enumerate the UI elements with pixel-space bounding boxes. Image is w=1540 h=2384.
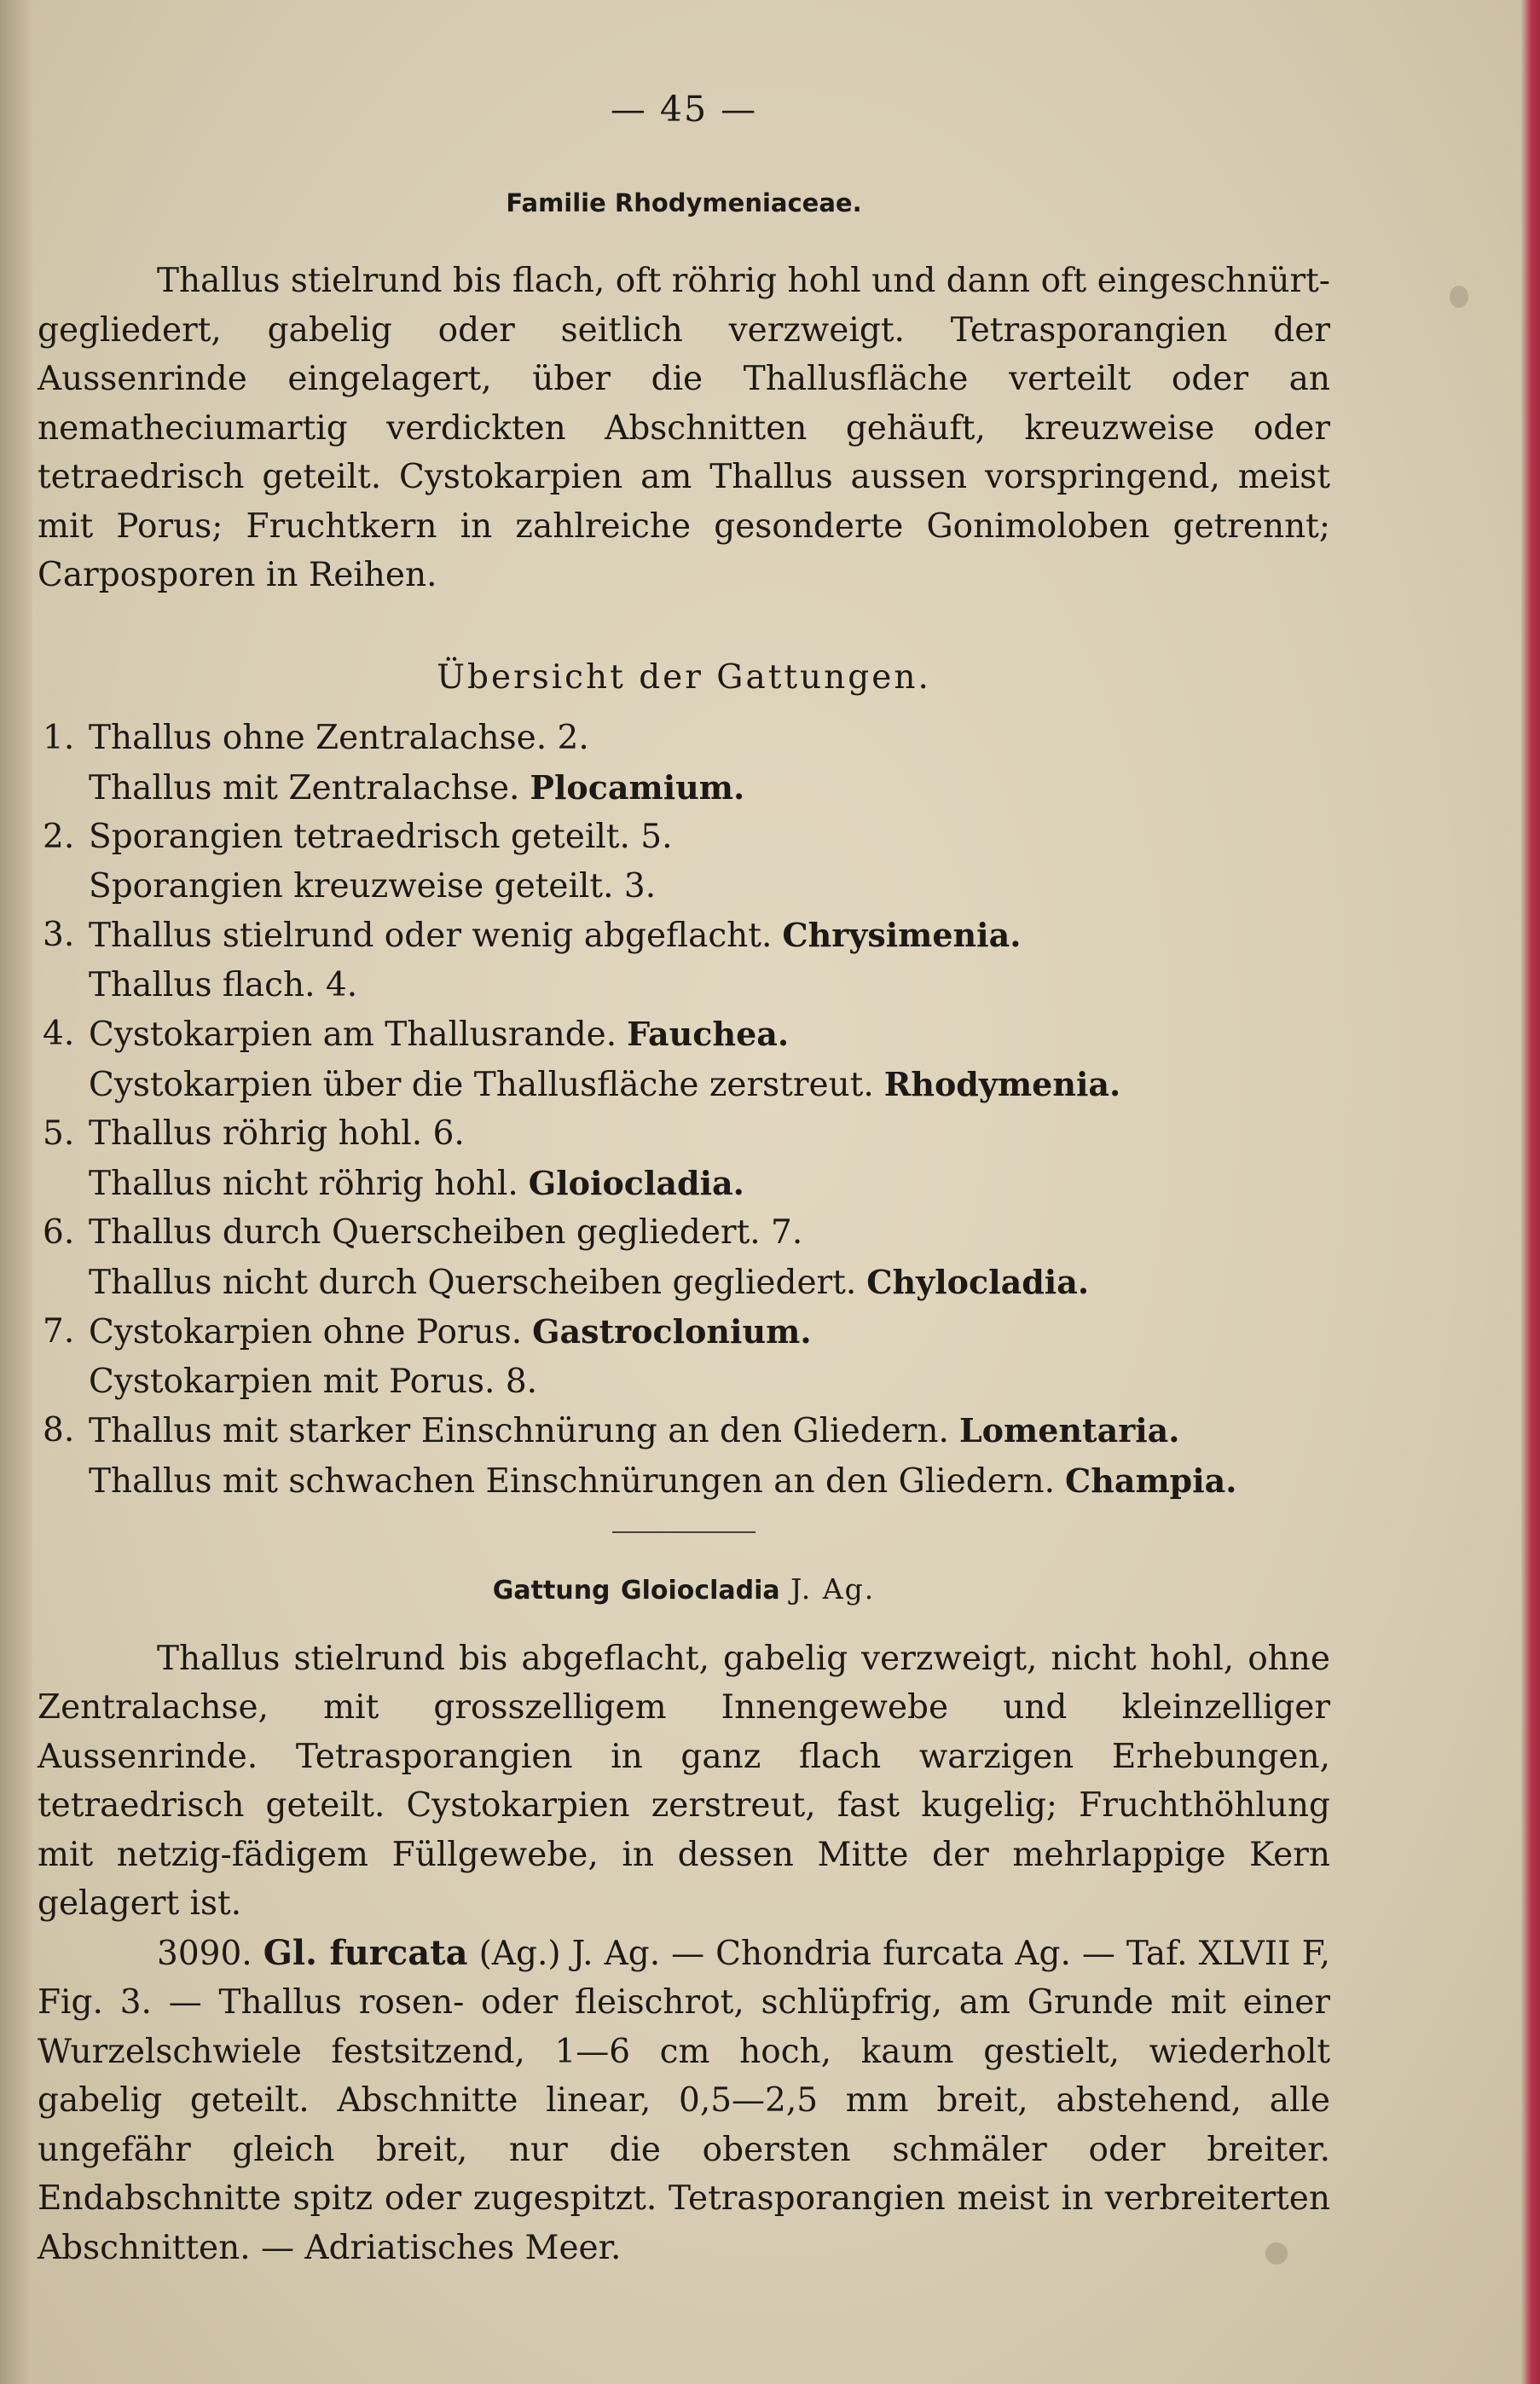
key-text: Thallus mit starker Einschnürung an den Gliedern.	[89, 1412, 949, 1450]
key-row	[38, 911, 1330, 961]
key-genus: Chylocladia.	[866, 1262, 1090, 1301]
key-row	[38, 1159, 1330, 1209]
genus-title-prefix: Gattung	[492, 1576, 611, 1606]
key-text: Thallus ohne Zentralachse.	[89, 719, 547, 757]
key-text: Thallus nicht röhrig hohl.	[89, 1164, 518, 1203]
key-number: 5.	[43, 1114, 75, 1153]
key-text: Thallus röhrig hohl.	[89, 1114, 423, 1153]
genus-section-title	[38, 1564, 1330, 1616]
key-row	[38, 862, 1330, 911]
key-text: Cystokarpien am Thallusrande.	[89, 1016, 617, 1054]
key-text: Sporangien kreuzweise geteilt.	[89, 866, 614, 906]
key-row	[38, 1456, 1330, 1507]
key-row	[38, 1060, 1330, 1110]
key-result: 3.	[623, 866, 657, 906]
key-number: 2.	[43, 818, 75, 856]
key-genus: Rhodymenia.	[883, 1064, 1121, 1103]
key-row	[38, 813, 1330, 862]
key-text: Thallus durch Querscheiben gegliedert.	[89, 1213, 761, 1252]
section-divider	[612, 1531, 756, 1533]
key-text: Cystokarpien ohne Porus.	[89, 1313, 523, 1351]
key-row	[38, 763, 1330, 813]
key-row	[38, 714, 1330, 763]
key-row	[38, 1357, 1330, 1407]
genus-key	[38, 714, 1330, 1506]
key-genus: Gastroclonium.	[532, 1312, 812, 1351]
key-genus: Gloiocladia.	[528, 1163, 744, 1202]
key-text: Thallus stielrund oder wenig abgeflacht.	[89, 917, 773, 955]
key-text: Thallus flach.	[89, 965, 316, 1004]
genus-title-author: J. Ag.	[790, 1572, 876, 1606]
key-number: 8.	[43, 1411, 75, 1449]
key-text: Thallus nicht durch Querscheiben gegliedert.	[89, 1263, 857, 1302]
key-number: 3.	[43, 916, 75, 954]
key-genus: Fauchea.	[627, 1015, 790, 1053]
key-result: 6.	[432, 1114, 465, 1153]
key-genus: Champia.	[1064, 1461, 1237, 1500]
genus-description: Thallus stielrund bis abgeflacht, gabelig verzweigt, nicht hohl, ohne Zentralachse, mit grosszelligem Innengewebe und kleinzelliger Aussenrinde. Tetrasporangien in ganz flach warzigen Erhebungen, tetraedrisch geteilt. Cystokarpien zerstreut, fast kugelig; Fruchthöhlung mit netzig-fädigem Füllgewebe, in dessen Mitte der mehrlappige Kern gelagert ist.	[38, 1639, 1330, 1923]
book-spine-shadow	[0, 0, 32, 2384]
key-text: Sporangien tetraedrisch geteilt.	[89, 818, 630, 856]
red-page-edge	[1521, 0, 1540, 2384]
species-number: 3090.	[157, 1934, 252, 1973]
key-genus: Lomentaria.	[958, 1411, 1180, 1449]
key-result: 8.	[505, 1362, 538, 1401]
key-text: Cystokarpien über die Thallusfläche zerstreut.	[89, 1065, 874, 1104]
family-description: Thallus stielrund bis flach, oft röhrig hohl und dann oft eingeschnürt-gegliedert, gabelig oder seitlich verzweigt. Tetrasporangien der Aussenrinde eingelagert, über die Thallusfläche verteilt oder an nematheciumartig verdickten Abschnitten gehäuft, kreuzweise oder tetraedrisch geteilt. Cystokarpien am Thallus aussen vorspringend, meist mit Porus; Fruchtkern in zahlreiche gesonderte Gonimoloben getrennt; Carposporen in Reihen.	[38, 262, 1330, 594]
page-content	[38, 85, 1330, 2272]
key-row	[38, 1208, 1330, 1258]
species-name: Gl. furcata	[263, 1932, 468, 1973]
key-text: Thallus mit Zentralachse.	[89, 768, 520, 807]
paper-spot	[1450, 286, 1468, 308]
page-number: — 45 —	[610, 89, 758, 130]
key-text: Cystokarpien mit Porus.	[89, 1362, 495, 1401]
key-result: 4.	[325, 965, 358, 1004]
key-number: 7.	[43, 1312, 75, 1351]
key-number: 1.	[43, 719, 75, 757]
key-number: 6.	[43, 1213, 75, 1252]
key-row	[38, 1307, 1330, 1357]
key-genus: Chrysimenia.	[782, 916, 1022, 954]
key-genus: Plocamium.	[530, 767, 745, 807]
key-heading: Übersicht der Gattungen.	[437, 657, 931, 697]
key-result: 5.	[640, 818, 673, 856]
key-result: 7.	[771, 1213, 803, 1252]
species-description: (Ag.) J. Ag. — Chondria furcata Ag. — Taf. XLVII F, Fig. 3. — Thallus rosen- oder fleischrot, schlüpfrig, am Grunde mit einer Wurzelschwiele festsitzend, 1—6 cm hoch, kaum gestielt, wiederholt gabelig geteilt. Abschnitte linear, 0,5—2,5 mm breit, abstehend, alle ungefähr gleich breit, nur die obersten schmäler oder breiter. Endabschnitte spitz oder zugespitzt. Tetrasporangien meist in verbreiterten Abschnitten. — Adriatisches Meer.	[38, 1934, 1330, 2267]
key-result: 2.	[557, 719, 589, 757]
key-row	[38, 1010, 1330, 1060]
genus-title-name: Gloiocladia	[620, 1576, 780, 1606]
species-entry	[38, 1929, 1330, 2273]
key-row	[38, 1406, 1330, 1456]
key-row	[38, 1258, 1330, 1308]
key-number: 4.	[43, 1015, 75, 1053]
key-row	[38, 1109, 1330, 1159]
key-text: Thallus mit schwachen Einschnürungen an den Gliedern.	[89, 1461, 1055, 1501]
family-title: Familie Rhodymeniaceae.	[506, 188, 862, 217]
key-row	[38, 961, 1330, 1010]
